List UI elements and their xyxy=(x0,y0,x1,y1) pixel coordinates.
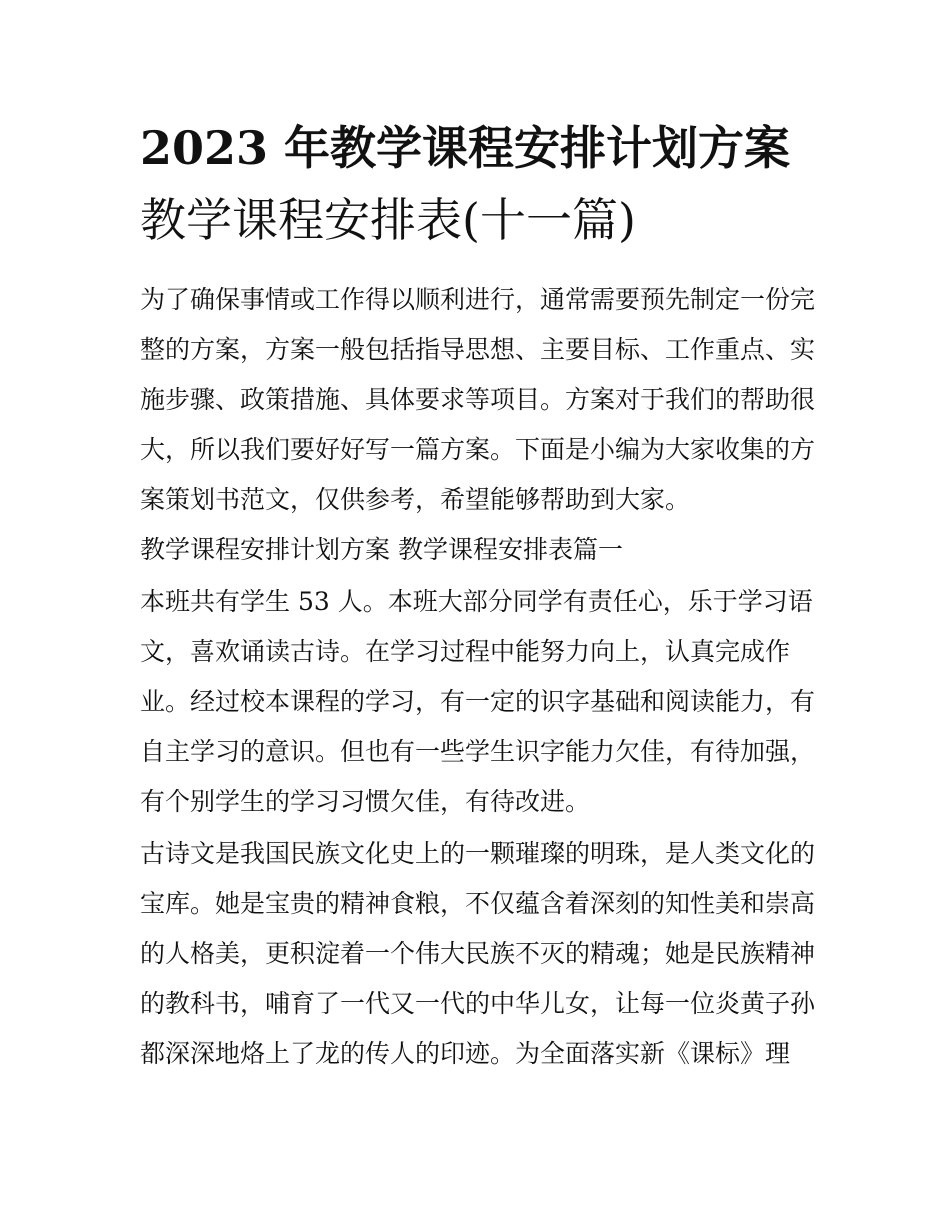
paragraph-1-line-4: 自主学习的意识。但也有一些学生识字能力欠佳，有待加强， xyxy=(140,737,816,766)
paragraph-1-line-2: 文，喜欢诵读古诗。在学习过程中能努力向上，认真完成作 xyxy=(140,637,791,666)
document-title-line-2: 教学课程安排表(十一篇) xyxy=(140,193,636,247)
paragraph-2-line-4: 的教科书，哺育了一代又一代的中华儿女，让每一位炎黄子孙 xyxy=(140,989,816,1018)
section-heading: 教学课程安排计划方案 教学课程安排表篇一 xyxy=(140,535,623,564)
paragraph-2-line-3: 的人格美，更积淀着一个伟大民族不灭的精魂；她是民族精神 xyxy=(140,939,816,968)
paragraph-1-line-1: 本班共有学生 53 人。本班大部分同学有责任心，乐于学习语 xyxy=(140,587,813,616)
document-title-line-1: 2023 年教学课程安排计划方案 xyxy=(140,121,791,175)
paragraph-2-line-2: 宝库。她是宝贵的精神食粮，不仅蕴含着深刻的知性美和崇高 xyxy=(140,889,816,918)
intro-line-1: 为了确保事情或工作得以顺利进行，通常需要预先制定一份完 xyxy=(140,285,816,314)
paragraph-2-line-1: 古诗文是我国民族文化史上的一颗璀璨的明珠，是人类文化的 xyxy=(140,839,816,868)
paragraph-1-line-5: 有个别学生的学习习惯欠佳，有待改进。 xyxy=(140,787,591,816)
intro-line-5: 案策划书范文，仅供参考，希望能够帮助到大家。 xyxy=(140,485,691,514)
paragraph-1-line-3: 业。经过校本课程的学习，有一定的识字基础和阅读能力，有 xyxy=(140,687,816,716)
intro-line-2: 整的方案，方案一般包括指导思想、主要目标、工作重点、实 xyxy=(140,335,816,364)
intro-line-4: 大，所以我们要好好写一篇方案。下面是小编为大家收集的方 xyxy=(140,435,816,464)
intro-line-3: 施步骤、政策措施、具体要求等项目。方案对于我们的帮助很 xyxy=(140,385,816,414)
paragraph-2-line-5: 都深深地烙上了龙的传人的印迹。为全面落实新《课标》理 xyxy=(140,1039,791,1068)
